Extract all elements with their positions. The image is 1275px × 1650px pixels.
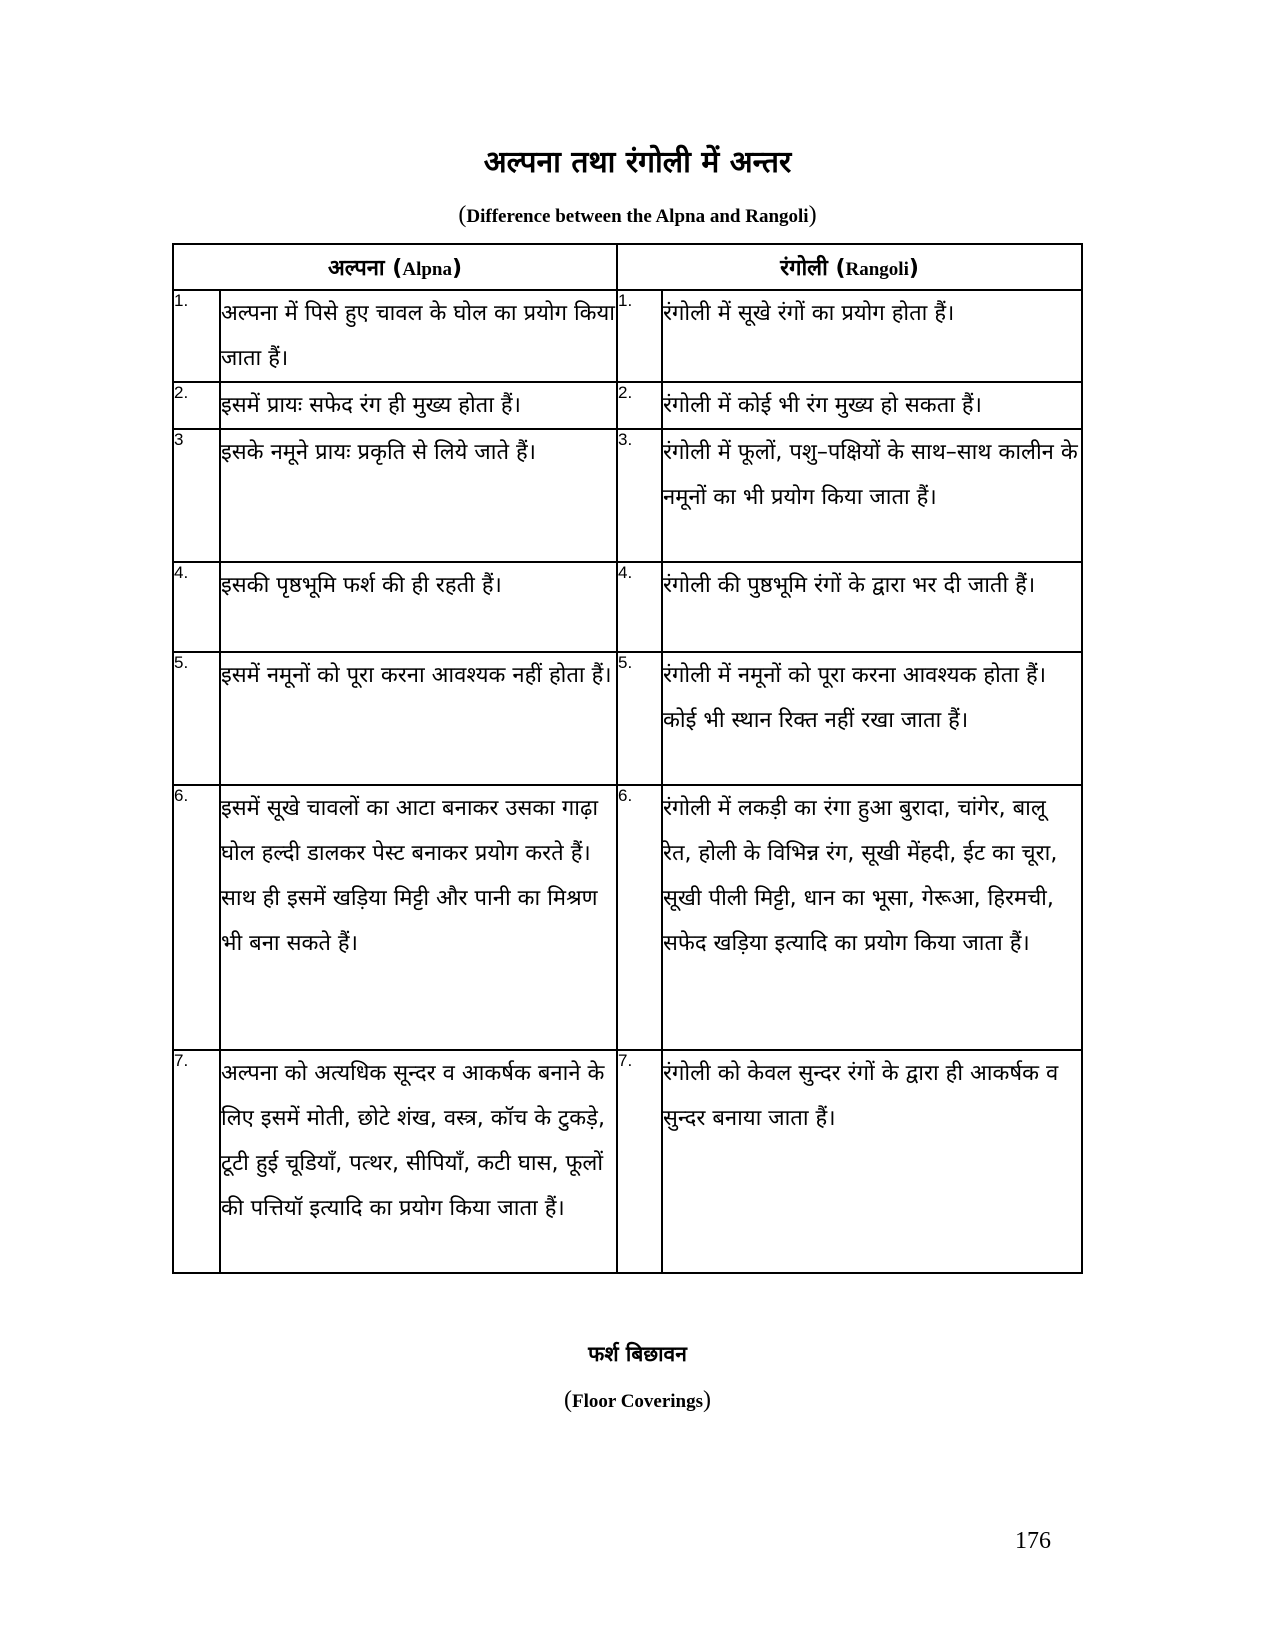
row-number-alpna: 6. xyxy=(173,785,220,1050)
page-title: अल्पना तथा रंगोली में अन्तर xyxy=(483,145,792,180)
row-number-rangoli: 3. xyxy=(617,429,662,562)
header-rangoli-hindi: रंगोली xyxy=(780,256,828,281)
page-subtitle: (Difference between the Alpna and Rangoli) xyxy=(458,202,817,228)
row-number-rangoli: 4. xyxy=(617,562,662,652)
row-number-rangoli: 5. xyxy=(617,652,662,785)
row-number-alpna: 4. xyxy=(173,562,220,652)
row-number-alpna: 2. xyxy=(173,382,220,429)
table-row xyxy=(173,1050,1082,1273)
rangoli-cell: रंगोली में कोई भी रंग मुख्य हो सकता हैं। xyxy=(662,382,1082,429)
section-subheading-text: Floor Coverings xyxy=(571,1391,704,1412)
header-rangoli: रंगोली (Rangoli) xyxy=(617,244,1082,290)
alpna-cell: इसमें सूखे चावलों का आटा बनाकर उसका गाढ़ा घोल हल्दी डालकर पेस्ट बनाकर प्रयोग करते हैं। साथ ही इसमें खड़िया मिट्टी और पानी का मिश्रण भी बना सकते हैं। xyxy=(220,785,617,1050)
section-subheading: (Floor Coverings) xyxy=(563,1387,712,1413)
row-number-rangoli: 7. xyxy=(617,1050,662,1273)
page-subtitle-text: Difference between the Alpna and Rangoli xyxy=(466,206,809,227)
header-alpna-hindi: अल्पना xyxy=(327,256,385,281)
rangoli-cell: रंगोली की पुष्ठभूमि रंगों के द्वारा भर दी जाती हैं। xyxy=(662,562,1082,652)
rangoli-cell: रंगोली को केवल सुन्दर रंगों के द्वारा ही आकर्षक व सुन्दर बनाया जाता हैं। xyxy=(662,1050,1082,1273)
table-row xyxy=(173,290,1082,382)
header-alpna-english: Alpna xyxy=(402,259,452,280)
row-number-alpna: 1. xyxy=(173,290,220,382)
row-number-rangoli: 1. xyxy=(617,290,662,382)
section-heading: फर्श बिछावन xyxy=(588,1342,687,1366)
row-number-rangoli: 6. xyxy=(617,785,662,1050)
alpna-cell: इसकी पृष्ठभूमि फर्श की ही रहती हैं। xyxy=(220,562,617,652)
rangoli-cell: रंगोली में नमूनों को पूरा करना आवश्यक होता हैं। कोई भी स्थान रिक्त नहीं रखा जाता हैं। xyxy=(662,652,1082,785)
rangoli-cell: रंगोली में फूलों, पशु–पक्षियों के साथ–साथ कालीन के नमूनों का भी प्रयोग किया जाता हैं। xyxy=(662,429,1082,562)
header-rangoli-english: Rangoli xyxy=(845,259,909,280)
alpna-cell: इसमें नमूनों को पूरा करना आवश्यक नहीं होता हैं। xyxy=(220,652,617,785)
table-row xyxy=(173,382,1082,429)
alpna-cell: इसके नमूने प्रायः प्रकृति से लिये जाते हैं। xyxy=(220,429,617,562)
rangoli-cell: रंगोली में सूखे रंगों का प्रयोग होता हैं। xyxy=(662,290,1082,382)
comparison-table xyxy=(172,243,1083,1274)
table-row xyxy=(173,652,1082,785)
row-number-rangoli: 2. xyxy=(617,382,662,429)
row-number-alpna: 5. xyxy=(173,652,220,785)
alpna-cell: अल्पना में पिसे हुए चावल के घोल का प्रयोग किया जाता हैं। xyxy=(220,290,617,382)
alpna-cell: इसमें प्रायः सफेद रंग ही मुख्य होता हैं। xyxy=(220,382,617,429)
table-row xyxy=(173,429,1082,562)
row-number-alpna: 7. xyxy=(173,1050,220,1273)
table-row xyxy=(173,785,1082,1050)
rangoli-cell: रंगोली में लकड़ी का रंगा हुआ बुरादा, चांगेर, बालू रेत, होली के विभिन्न रंग, सूखी मेंहदी, ईट का चूरा, सूखी पीली मिट्टी, धान का भूसा, गेरूआ, हिरमची, सफेद खड़िया इत्यादि का प्रयोग किया जाता हैं। xyxy=(662,785,1082,1050)
header-alpna: अल्पना (Alpna) xyxy=(173,244,617,290)
alpna-cell: अल्पना को अत्यधिक सून्दर व आकर्षक बनाने के लिए इसमें मोती, छोटे शंख, वस्त्र, कॉच के टुकड़े, टूटी हुई चूडियाँ, पत्थर, सीपियाँ, कटी घास, फूलों की पत्तियॉ इत्यादि का प्रयोग किया जाता हैं। xyxy=(220,1050,617,1273)
page-number: 176 xyxy=(1015,1528,1051,1554)
row-number-alpna: 3 xyxy=(173,429,220,562)
table-row xyxy=(173,562,1082,652)
table-header-row xyxy=(173,244,1082,290)
